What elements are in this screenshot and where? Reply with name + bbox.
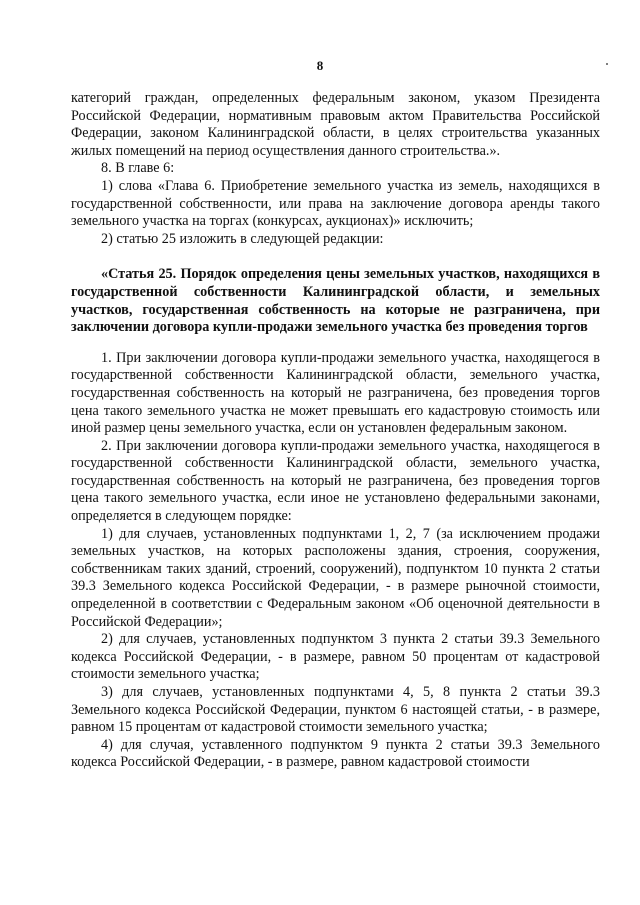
paragraph-clause-2-4: 4) для случая, уставленного подпунктом 9 пункта 2 статьи 39.3 Земельного кодекса Российской Федерации, - в размере, равном кадастровой стоимости [71, 736, 600, 771]
spacer [71, 248, 600, 266]
paragraph-clause-2-3: 3) для случаев, установленных подпунктами 4, 5, 8 пункта 2 статьи 39.3 Земельного кодекса Российской Федерации, пунктом 6 настоящей статьи, - в размере, равном 15 процентам от кадастровой стоимости земельного участка; [71, 684, 600, 736]
paragraph-item-8: 8. В главе 6: [101, 160, 175, 177]
scan-speck [606, 63, 608, 65]
spacer [71, 337, 600, 350]
paragraph-subitem-2: 2) статью 25 изложить в следующей редакции: [101, 230, 384, 247]
paragraph-clause-1: 1. При заключении договора купли-продажи земельного участка, находящегося в государственной собственности Калининградской области, земельного участка, государственная собственность на который не разграничена, без проведения торгов цена такого земельного участка не может превышать его кадастровую стоимость или иной размер цены земельного участка, если он установлен федеральным законом. [71, 349, 600, 437]
paragraph-continuation: категорий граждан, определенных федеральным законом, указом Президента Российской Федерации, нормативным правовым актом Правительства Российской Федерации, законом Калининградской области, в целях строительства указанных жилых помещений на период осуществления данного строительства.». [71, 90, 600, 159]
article-heading: «Статья 25. Порядок определения цены земельных участков, находящихся в государственной собственности Калининградской области, и земельных участков, государственная собственность на которые не разграничена, при заключении договора купли-продажи земельного участка без проведения торгов [71, 266, 600, 336]
document-body [71, 90, 600, 772]
paragraph-clause-2-2: 2) для случаев, установленных подпунктом 3 пункта 2 статьи 39.3 Земельного кодекса Российской Федерации, - в размере, равном 50 процентам от кадастровой стоимости земельного участка; [71, 631, 600, 683]
paragraph-clause-2-1: 1) для случаев, установленных подпунктами 1, 2, 7 (за исключением продажи земельных участков, на которых расположены здания, строения, сооружения, собственникам таких зданий, строений, сооружений), подпунктом 10 пункта 2 статьи 39.3 Земельного кодекса Российской Федерации, - в размере рыночной стоимости, определенной в соответствии с Федеральным законом «Об оценочной деятельности в Российской Федерации»; [71, 525, 600, 630]
page-number: 8 [316, 58, 324, 73]
paragraph-clause-2: 2. При заключении договора купли-продажи земельного участка, находящегося в государственной собственности Калининградской области, земельного участка, государственная собственность на который не разграничена, без проведения торгов цена такого земельного участка, если иное не установлено федеральными законами, определяется в следующем порядке: [71, 437, 600, 525]
paragraph-subitem-1: 1) слова «Глава 6. Приобретение земельного участка из земель, находящихся в государственной собственности, или права на заключение договора аренды такого земельного участка на торгах (конкурсах, аукционах)» исключить; [71, 177, 600, 230]
